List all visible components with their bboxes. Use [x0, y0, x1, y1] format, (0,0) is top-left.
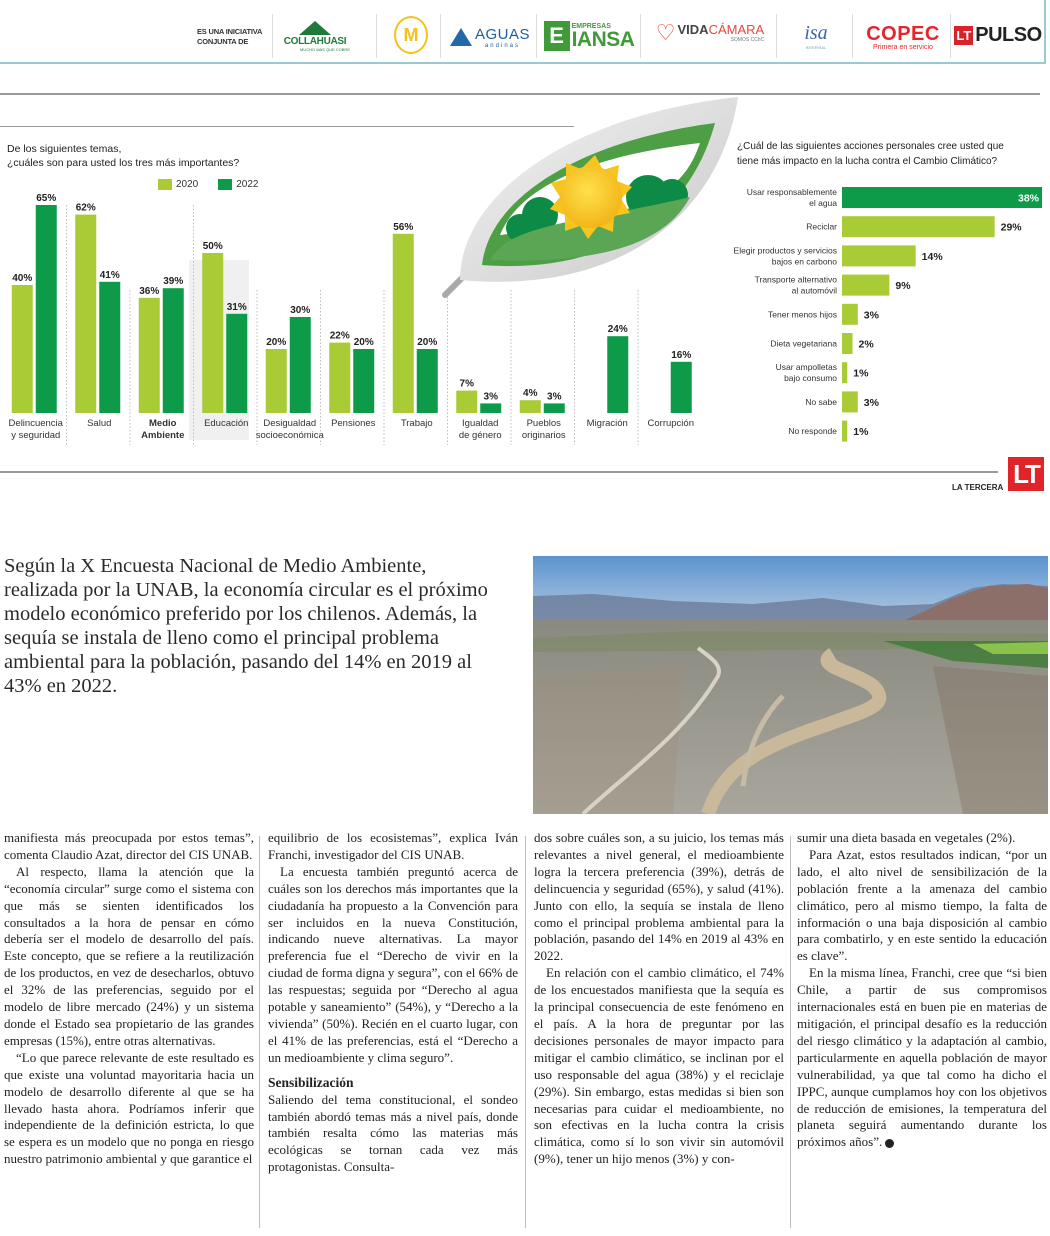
end-of-article-icon: P — [885, 1139, 894, 1148]
data-label-2020: 36% — [139, 285, 160, 297]
aguas-andinas-logo[interactable]: AGUAS andinas — [449, 22, 531, 52]
mcdonalds-logo[interactable]: M — [393, 15, 429, 55]
heart-icon: ♡ — [655, 20, 676, 45]
bar-2020 — [75, 215, 96, 413]
bar — [842, 245, 916, 266]
bar-2020 — [202, 253, 223, 413]
data-label: 3% — [863, 396, 879, 409]
category-label: No responde — [788, 426, 837, 437]
bar — [842, 362, 847, 383]
paragraph: En relación con el cambio climático, el 74% de los encuestados manifiesta que la sequía es la principal consecuencia de este fenómeno en el país. A la hora de preguntar por las decisiones personales de mayor impacto para mitigar el cambio climático, se inclinan por el uso responsable del agua (38%) y el reciclaje (29%). Sin embargo, estas medidas si bien son necesarias para cuidar el medioambiente, no son efectivas en la lucha contra la crisis climática, como sí lo son vivir sin automóvil (9%), tener un hijo menos (3%) y con- — [534, 965, 784, 1167]
data-label-2020: 50% — [202, 241, 223, 252]
bar-2022 — [480, 403, 501, 413]
bar-2022 — [607, 336, 628, 413]
bar-2020 — [520, 400, 541, 413]
divider — [950, 14, 951, 58]
data-label-2022: 30% — [290, 305, 311, 316]
data-label-2022: 20% — [353, 337, 374, 348]
paragraph: Saliendo del tema constitucional, el sondeo también abordó temas más a nivel país, donde también resalta cómo las materias más ecológicas se tornan cada vez más protagonistas. Consulta- — [268, 1091, 518, 1175]
chart1-legend — [158, 179, 279, 190]
data-label-2022: 65% — [36, 193, 57, 204]
divider — [852, 14, 853, 58]
divider — [536, 14, 537, 58]
bar — [842, 421, 847, 442]
mountain-icon — [299, 21, 331, 35]
legend-swatch-2020 — [158, 179, 172, 190]
category-label: Pueblos — [526, 418, 561, 429]
legend-item-2022: 2022 — [218, 179, 258, 190]
category-label: Educación — [204, 418, 249, 429]
data-label: 29% — [1000, 221, 1022, 234]
bar-2022 — [353, 349, 374, 413]
data-label-2020: 40% — [12, 273, 33, 284]
chart2-title: ¿Cuál de las siguientes acciones personales cree usted que tiene más impacto en la lucha contra el Cambio Climático? — [737, 141, 1004, 167]
paragraph: equilibrio de los ecosistemas”, explica Iván Franchi, investigador del CIS UNAB. — [268, 830, 518, 862]
category-label: originarios — [521, 430, 566, 441]
data-label-2020: 4% — [523, 388, 538, 400]
category-label: Salud — [87, 418, 112, 429]
chart1-title: De los siguientes temas, ¿cuáles son para usted los tres más importantes? — [7, 143, 240, 169]
data-label: 1% — [853, 367, 869, 380]
category-label: Desigualdad — [263, 418, 317, 429]
bar-2022 — [544, 403, 565, 413]
bar-2022 — [671, 362, 692, 413]
paragraph: En la misma línea, Franchi, cree que “si bien Chile, a partir de sus compromisos internacionales está en buen pie en materias de mitigación, el principal desafío es la reducción del riesgo climático y la adaptación al cambio, particularmente en aquella población de mayor vulnerabilidad, ya que tal como ha dicho el IPPC, aunque cumplamos hoy con los objetivos de reducción de emisiones, la temperatura del planeta seguirá aumentando durante los próximos años”. P — [797, 965, 1047, 1150]
sponsor-intro-text: ES UNA INICIATIVA CONJUNTA DE — [197, 27, 262, 46]
data-label-2020: 62% — [75, 202, 96, 214]
vida-camara-logo[interactable]: ♡ VIDACÁMARA SOMOS CChC — [655, 20, 765, 45]
isa-intervial-logo[interactable]: isa INTERVIAL — [804, 22, 828, 50]
data-label-2022: 39% — [163, 276, 184, 288]
category-label: Usar ampolletas — [775, 362, 837, 373]
paragraph: sumir una dieta basada en vegetales (2%). — [797, 830, 1016, 845]
category-label: Transporte alternativo — [754, 274, 837, 285]
category-label: Tener menos hijos — [768, 309, 837, 320]
paragraph: La encuesta también preguntó acerca de cuáles son los derechos más importantes que la ciudadanía ha propuesto a la Convención para ser incluidos en la nueva Constitución, indicando nueve alternativas. La mayor preferencia fue el “Derecho de vivir en la ciudad de forma digna y segura”, con el 66% de las respuestas; seguida por “Derecho al agua potable y saneamiento” (54%), y “Derecho a la vivienda” (50%). Recién en el cuarto lugar, con el 41% de las preferencias, está el “Derecho a un medioambiente y clima seguro”. — [268, 863, 518, 1065]
bar-2022 — [226, 314, 247, 413]
dry-riverbed-photo — [533, 556, 1048, 814]
la-tercera-logo[interactable]: LT — [1008, 457, 1044, 491]
bar — [842, 391, 858, 412]
category-label: Igualdad — [462, 418, 499, 429]
legend-swatch-2022 — [218, 179, 232, 190]
category-label: Dieta vegetariana — [770, 338, 837, 349]
copec-logo[interactable]: COPEC Primera en servicio — [866, 22, 940, 51]
paragraph: Al respecto, llama la atención que la “economía circular” surge como el sistema con que más se sienten identificados los consultados a la hora de pensar en cómo debería ser el modelo de desarrollo del país. Este concepto, que se refiere a la reutilización de los productos, en vez de desecharlos, obtuvo el 32% de las preferencias, seguido por el modelo de libre mercado (24%) y un sistema donde el Estado sea propietario de las grandes empresas (15%), entre otras alternativas. — [4, 863, 254, 1048]
data-label-2022: 3% — [547, 391, 562, 403]
divider — [272, 14, 273, 58]
category-label: bajos en carbono — [771, 256, 837, 267]
subheading: Sensibilización — [268, 1074, 354, 1090]
data-label: 9% — [895, 280, 911, 293]
bar-2022 — [99, 282, 120, 413]
bar — [842, 333, 853, 354]
bar-2022 — [163, 288, 184, 413]
paragraph: dos sobre cuáles son, a su juicio, los temas más relevantes a nivel general, el medioambiente logra la tercera preferencia (39%), detrás de delincuencia y seguridad (65%), y salud (41%). Junto con ello, la sequía se instala de lleno como el principal problema ambiental para la población, pasando del 14% en 2019 al 43% en 2022. — [534, 830, 784, 964]
data-label-2020: 20% — [266, 337, 287, 348]
data-label-2020: 22% — [329, 330, 350, 342]
data-label-2022: 20% — [417, 337, 438, 348]
category-label: Elegir productos y servicios — [733, 245, 837, 256]
bar-2020 — [12, 285, 33, 413]
bar-2020 — [139, 298, 160, 413]
bar-2020 — [329, 343, 350, 413]
bar-2020 — [393, 234, 414, 413]
article-column-4 — [797, 830, 1047, 1151]
paragraph: “Lo que parece relevante de este resultado es que existe una voluntad mayoritaria hacia un modelo de desarrollo diferente al que se ha llevado hasta ahora. Podríamos inferir que independiente de la definición estricta, lo que se espera es un modelo que no ponga en riesgo nuestro patrimonio ambiental y que garantice el — [4, 1049, 254, 1167]
category-label: Pensiones — [331, 418, 376, 429]
category-label: Migración — [586, 418, 628, 429]
data-label-2022: 31% — [226, 301, 247, 313]
bar-2022 — [417, 349, 438, 413]
bar — [842, 216, 995, 237]
article-column-3 — [534, 830, 784, 1168]
data-label: 38% — [1017, 192, 1039, 205]
bar-2020 — [456, 391, 477, 413]
data-label: 2% — [858, 338, 874, 351]
category-label: Usar responsablemente — [746, 187, 837, 197]
category-label: No sabe — [805, 396, 837, 407]
category-label: bajo consumo — [784, 373, 837, 384]
bar-2020 — [266, 349, 287, 413]
column-divider — [790, 836, 791, 1228]
sponsor-banner — [0, 0, 1046, 64]
category-label: socioeconómica — [255, 430, 324, 441]
divider — [376, 14, 377, 58]
actions-bar-chart — [700, 185, 1050, 450]
divider — [440, 14, 441, 58]
mountain-drop-icon — [450, 28, 472, 46]
category-label: el agua — [809, 198, 837, 208]
data-label-2022: 41% — [99, 269, 120, 281]
empresas-iansa-logo[interactable]: E EMPRESAS IANSA — [543, 18, 635, 54]
data-label-2020: 56% — [393, 221, 414, 233]
category-label: Ambiente — [141, 430, 185, 441]
chart-bottom-rule — [0, 471, 998, 473]
data-label: 14% — [921, 250, 943, 263]
data-label-2020: 7% — [459, 378, 474, 390]
category-label: Trabajo — [400, 418, 433, 429]
divider — [640, 14, 641, 58]
data-label: 3% — [863, 309, 879, 322]
paragraph: manifiesta más preocupada por estos temas”, comenta Claudio Azat, director del CIS UNAB. — [4, 830, 254, 862]
category-label: de género — [458, 430, 502, 441]
article-lead: Según la X Encuesta Nacional de Medio Ambiente, realizada por la UNAB, la economía circular es el próximo modelo económico preferido por los chilenos. Además, la sequía se instala de lleno como el principal problema ambiental para la población, pasando del 14% en 2019 al 43% en 2022. — [4, 555, 488, 697]
bar-2022 — [36, 205, 57, 413]
category-label: Medio — [149, 418, 177, 429]
data-label: 1% — [853, 426, 869, 439]
category-label: al automóvil — [791, 285, 837, 296]
collahuasi-logo[interactable]: COLLAHUASI MUCHO MÁS QUE COBRE — [280, 18, 350, 54]
column-divider — [525, 836, 526, 1228]
data-label-2022: 3% — [483, 391, 498, 403]
source-credit: LA TERCERA — [952, 483, 1004, 492]
category-label: Corrupción — [647, 418, 694, 429]
data-label-2022: 16% — [671, 349, 692, 361]
data-label-2022: 24% — [607, 324, 628, 336]
category-label: Delincuencia — [8, 418, 63, 429]
leaf-sun-illustration — [420, 95, 740, 315]
column-divider — [259, 836, 260, 1228]
bar-2022 — [290, 317, 311, 413]
category-label: y seguridad — [11, 430, 61, 441]
lt-pulso-logo[interactable]: LT PULSO — [956, 23, 1042, 46]
bar — [842, 187, 1042, 208]
legend-item-2020: 2020 — [158, 179, 198, 190]
article-column-2 — [268, 830, 518, 1176]
bar — [842, 275, 889, 296]
category-label: Reciclar — [806, 221, 837, 232]
divider — [776, 14, 777, 58]
bar — [842, 304, 858, 325]
article-column-1 — [4, 830, 254, 1168]
paragraph: Para Azat, estos resultados indican, “por un lado, el alto nivel de sensibilización de la población frente a la amenaza del cambio climático, pero al mismo tiempo, la falta de información o una baja disposición al cambio para combatirlo, y en este sentido la educación es clave”. — [797, 846, 1047, 964]
